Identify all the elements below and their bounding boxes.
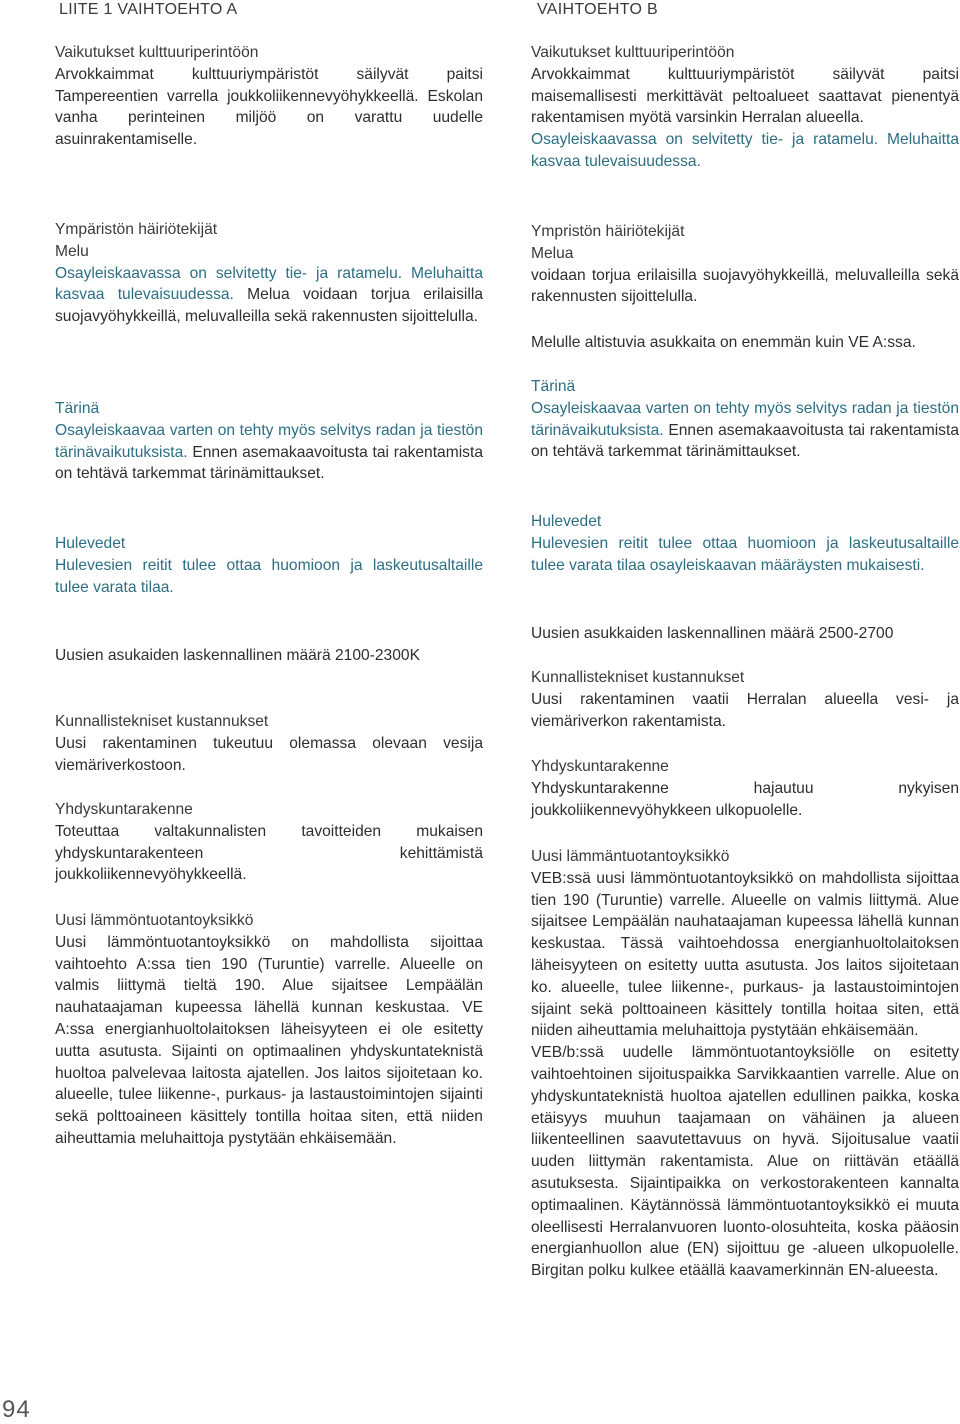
- section-b-tarina-body-rest: Ennen asemakaavoitusta tai rakentamista on tehtävä tarkemmat tärinämittaukset.: [531, 421, 959, 461]
- section-a-hairio-body-teal: Osayleiskaavassa on selvitetty tie- ja ratamelu. Meluhaitta kasvaa tulevaisuudessa.: [55, 264, 483, 304]
- section-b-lampo-title: Uusi lämmäntuotantoyksikkö: [531, 848, 730, 865]
- section-b-lampo: [531, 846, 959, 1282]
- section-b-lampo-body2: VEB/b:ssä uudelle lämmöntuotantoyksiölle on esitetty vaihtoehtoinen sijoituspaikka Sarvikkaantien varrelle. Alue on yhdyskuntateknistä huoltoa ajatellen edullinen paikka, koska etäisyys muuhun taajamaan on vähäinen ja alueen liikenteellinen saavutettavuus on hyvä. Sijoitusalue vaatii uuden liittymän rakentamista. Alue on riittävän etäällä asutuksesta. Sijaintipaikka on verkostorakenteen kannalta optimaalinen. Käytännössä lämmöntuotantoyksikkö ei muuta oleellisesti Herralanvuoren luonto-olosuhteita, koska pääosin energianhuollon alue (EN) sijoittuu ge -alueen ulkopuolelle. Birgitan polku kulkee etäällä kaavamerkinnän EN-alueesta.: [531, 1044, 959, 1280]
- section-b-kulttuuri-body: Arvokkaimmat kulttuuriympäristöt säilyvät paitsi maisemallisesti merkittävät peltoalueet saattavat pienentyä rakentamisen myötä varsinkin Herralan alueella.: [531, 65, 959, 127]
- section-a-hairio: [55, 219, 483, 328]
- section-a-tarina: [55, 398, 483, 485]
- section-b-tarina-body-teal: Osayleiskaavaa varten on tehty myös selvitys radan ja tiestön tärinävaikutuksista.: [531, 399, 959, 439]
- section-a-lampo: [55, 910, 483, 1150]
- section-b-kustannukset-body: Uusi rakentaminen vaatii Herralan alueella vesi- ja viemäriverkon rakentamista.: [531, 690, 959, 730]
- section-b-tarina-body: [531, 398, 959, 463]
- section-a-tarina-body-teal: Osayleiskaavaa varten on tehty myös selvitys radan ja tiestön tärinävaikutuksista.: [55, 421, 483, 461]
- section-b-kulttuuri-title: Vaikutukset kulttuuriperintöön: [531, 44, 735, 61]
- column-a-header: LIITE 1 VAIHTOEHTO A: [59, 1, 238, 18]
- section-b-lampo-body: VEB:ssä uusi lämmöntuotantoyksikkö on mahdollista sijoittaa tien 190 (Turuntie) varrelle. Alueelle on valmis liittymä. Alue sijaitsee Lempäälän nauhataajaman kupeessa lähellä kunnan keskustaa. Tässä vaihtoehdossa energianhuoltolaitoksen läheisyyteen on esitetty uutta asutusta. Jos laitos sijoitetaan ko. alueelle, tulee liikenne-, purkaus- ja lastaustoimintojen sijaint sekä polttoaineen käsittely tontilla hoitaa siten, että niiden aiheuttamia meluhaittoja pystytään ehkäisemään.: [531, 869, 959, 1040]
- section-a-kustannukset-title: Kunnallistekniset kustannukset: [55, 713, 269, 730]
- section-a-hairio-body: [55, 263, 483, 328]
- section-a-yhdyskunta-title: Yhdyskuntarakenne: [55, 801, 193, 818]
- section-a-lampo-body: Uusi lämmöntuotantoyksikkö on mahdollista sijoittaa vaihtoehto A:ssa tien 190 (Turuntie) varrelle. Alueelle on valmis liittymä tieltä 190. Alue sijaitsee Lempäälän nauhataajaman kupeessa lähellä kunnan keskustaa. VE A:ssa energianhuoltolaitoksen läheisyyteen ei ole esitetty uutta asutusta. Sijainti on optimaalinen yhdyskuntateknistä huoltoa palvelevaa laitosta ajatellen. Jos laitos sijoitetaan ko. alueelle, tulee liikenne-, purkaus- ja lastaustoimintojen sijainti sekä polttoaineen käsittely tontilla hoitaa siten, että niiden aiheuttamia meluhaittoja pystytään ehkäisemään.: [55, 933, 483, 1147]
- section-b-asukkaat-text: Uusien asukkaiden laskennallinen määrä 2500-2700: [531, 625, 894, 642]
- section-a-yhdyskunta-body: Toteuttaa valtakunnalisten tavoitteiden mukaisen yhdyskuntarakenteen kehittämistä joukkoliikennevyöhykkeellä.: [55, 822, 483, 884]
- section-b-hairio-body: voidaan torjua erilaisilla suojavyöhykkeillä, meluvalleilla sekä rakennusten sijoittelulla.: [531, 266, 959, 306]
- section-a-yhdyskunta: [55, 799, 483, 886]
- section-b-altistus: [531, 332, 959, 354]
- section-a-kulttuuri-body: Arvokkaimmat kulttuuriympäristöt säilyvät paitsi Tampereentien varrella joukkoliikennevyöhykkeellä. Eskolan vanha perinteinen miljöö on varattu uudelle asuinrakentamiselle.: [55, 65, 483, 149]
- section-a-asukkaat-text: Uusien asukaiden laskennallinen määrä 2100-2300K: [55, 647, 420, 664]
- section-a-hairio-body-rest: Melua voidaan torjua erilaisilla suojavyöhykkeillä, meluvalleilla sekä rakennusten sijoittelulla.: [55, 286, 483, 326]
- section-b-hulevedet-title: Hulevedet: [531, 513, 602, 530]
- section-a-kustannukset-body: Uusi rakentaminen tukeutuu olemassa olevaan vesija viemäriverkostoon.: [55, 734, 483, 774]
- column-b-header: VAIHTOEHTO B: [537, 1, 658, 18]
- section-a-hairio-subtitle: Melu: [55, 242, 89, 260]
- section-b-hulevedet: [531, 511, 959, 576]
- section-a-tarina-body: [55, 420, 483, 485]
- section-a-hairio-title: Ympäristön häiriötekijät: [55, 221, 218, 238]
- section-b-tarina: [531, 376, 959, 463]
- section-a-hulevedet-title: Hulevedet: [55, 535, 126, 552]
- section-a-kulttuuri: [55, 42, 483, 151]
- section-b-kulttuuri-body-teal: Osayleiskaavassa on selvitetty tie- ja ratamelu. Meluhaitta kasvaa tulevaisuudessa.: [531, 131, 959, 170]
- section-b-kustannukset-title: Kunnallistekniset kustannukset: [531, 669, 745, 686]
- page-number: 94: [2, 1396, 31, 1423]
- section-b-altistus-body: Melulle altistuvia asukkaita on enemmän kuin VE A:ssa.: [531, 334, 916, 351]
- section-b-tarina-title: Tärinä: [531, 378, 576, 395]
- section-b-hairio: [531, 221, 959, 308]
- section-b-hairio-title: Ympristön häiriötekijät: [531, 223, 685, 240]
- section-a-kulttuuri-title: Vaikutukset kulttuuriperintöön: [55, 44, 259, 61]
- section-b-kulttuuri: [531, 42, 959, 173]
- section-b-yhdyskunta-title: Yhdyskuntarakenne: [531, 758, 669, 775]
- section-b-yhdyskunta: [531, 756, 959, 821]
- section-a-hulevedet: [55, 533, 483, 598]
- section-a-tarina-body-rest: Ennen asemakaavoitusta tai rakentamista on tehtävä tarkemmat tärinämittaukset.: [55, 443, 483, 483]
- section-a-asukkaat: [55, 645, 483, 667]
- section-a-hulevedet-body: Hulevesien reitit tulee ottaa huomioon ja laskeutusaltaille tulee varata tilaa.: [55, 556, 483, 596]
- section-b-kustannukset: [531, 667, 959, 732]
- section-a-lampo-title: Uusi lämmöntuotantoyksikkö: [55, 912, 254, 929]
- section-b-asukkaat: [531, 623, 959, 645]
- section-a-kustannukset: [55, 711, 483, 776]
- section-b-hulevedet-body: Hulevesien reitit tulee ottaa huomioon ja laskeutusaltaille tulee varata tilaa osayleiskaavan määräysten mukaisesti.: [531, 534, 959, 574]
- section-b-hairio-subtitle: Melua: [531, 244, 574, 262]
- section-a-tarina-title: Tärinä: [55, 400, 100, 417]
- section-b-yhdyskunta-body: Yhdyskuntarakenne hajautuu nykyisen joukkoliikennevyöhykkeen ulkopuolelle.: [531, 779, 959, 819]
